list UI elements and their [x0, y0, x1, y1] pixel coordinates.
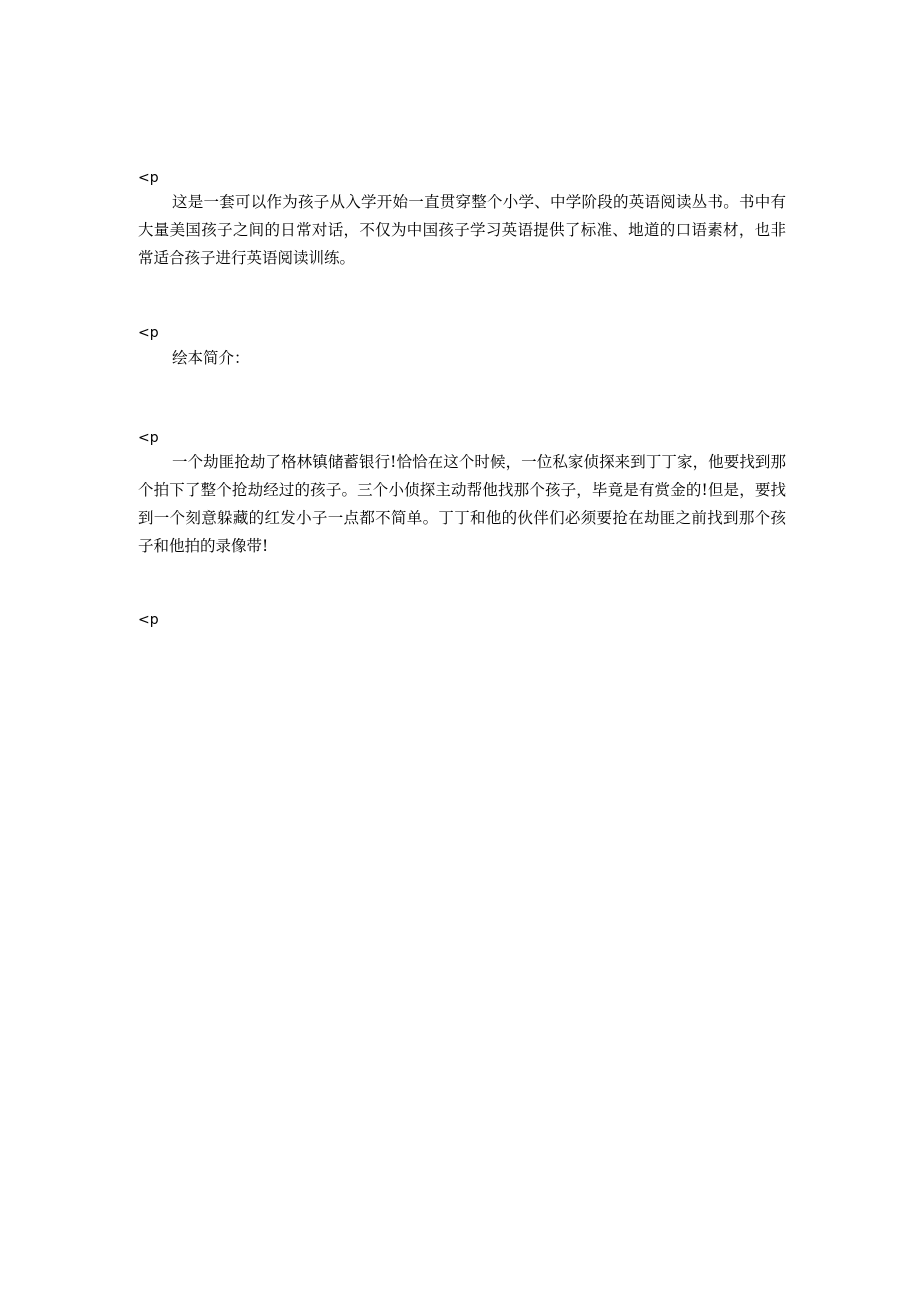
paragraph-marker: <p: [138, 325, 159, 341]
paragraph-marker: <p: [138, 612, 159, 628]
intro-paragraph: 这是一套可以作为孩子从入学开始一直贯穿整个小学、中学阶段的英语阅读丛书。书中有大量美国孩子之间的日常对话，不仅为中国孩子学习英语提供了标准、地道的口语素材，也非常适合孩子进行英语阅读训练。: [138, 193, 786, 267]
paragraph-marker: <p: [138, 170, 159, 186]
summary-paragraph: 一个劫匪抢劫了格林镇储蓄银行!恰恰在这个时候，一位私家侦探来到丁丁家，他要找到那个拍下了整个抢劫经过的孩子。三个小侦探主动帮他找那个孩子，毕竟是有赏金的!但是，要找到一个刻意躲藏的红发小子一点都不简单。丁丁和他的伙伴们必须要抢在劫匪之前找到那个孩子和他拍的录像带!: [138, 453, 786, 555]
paragraph-marker: <p: [138, 430, 159, 446]
summary-heading: 绘本简介：: [172, 349, 250, 367]
